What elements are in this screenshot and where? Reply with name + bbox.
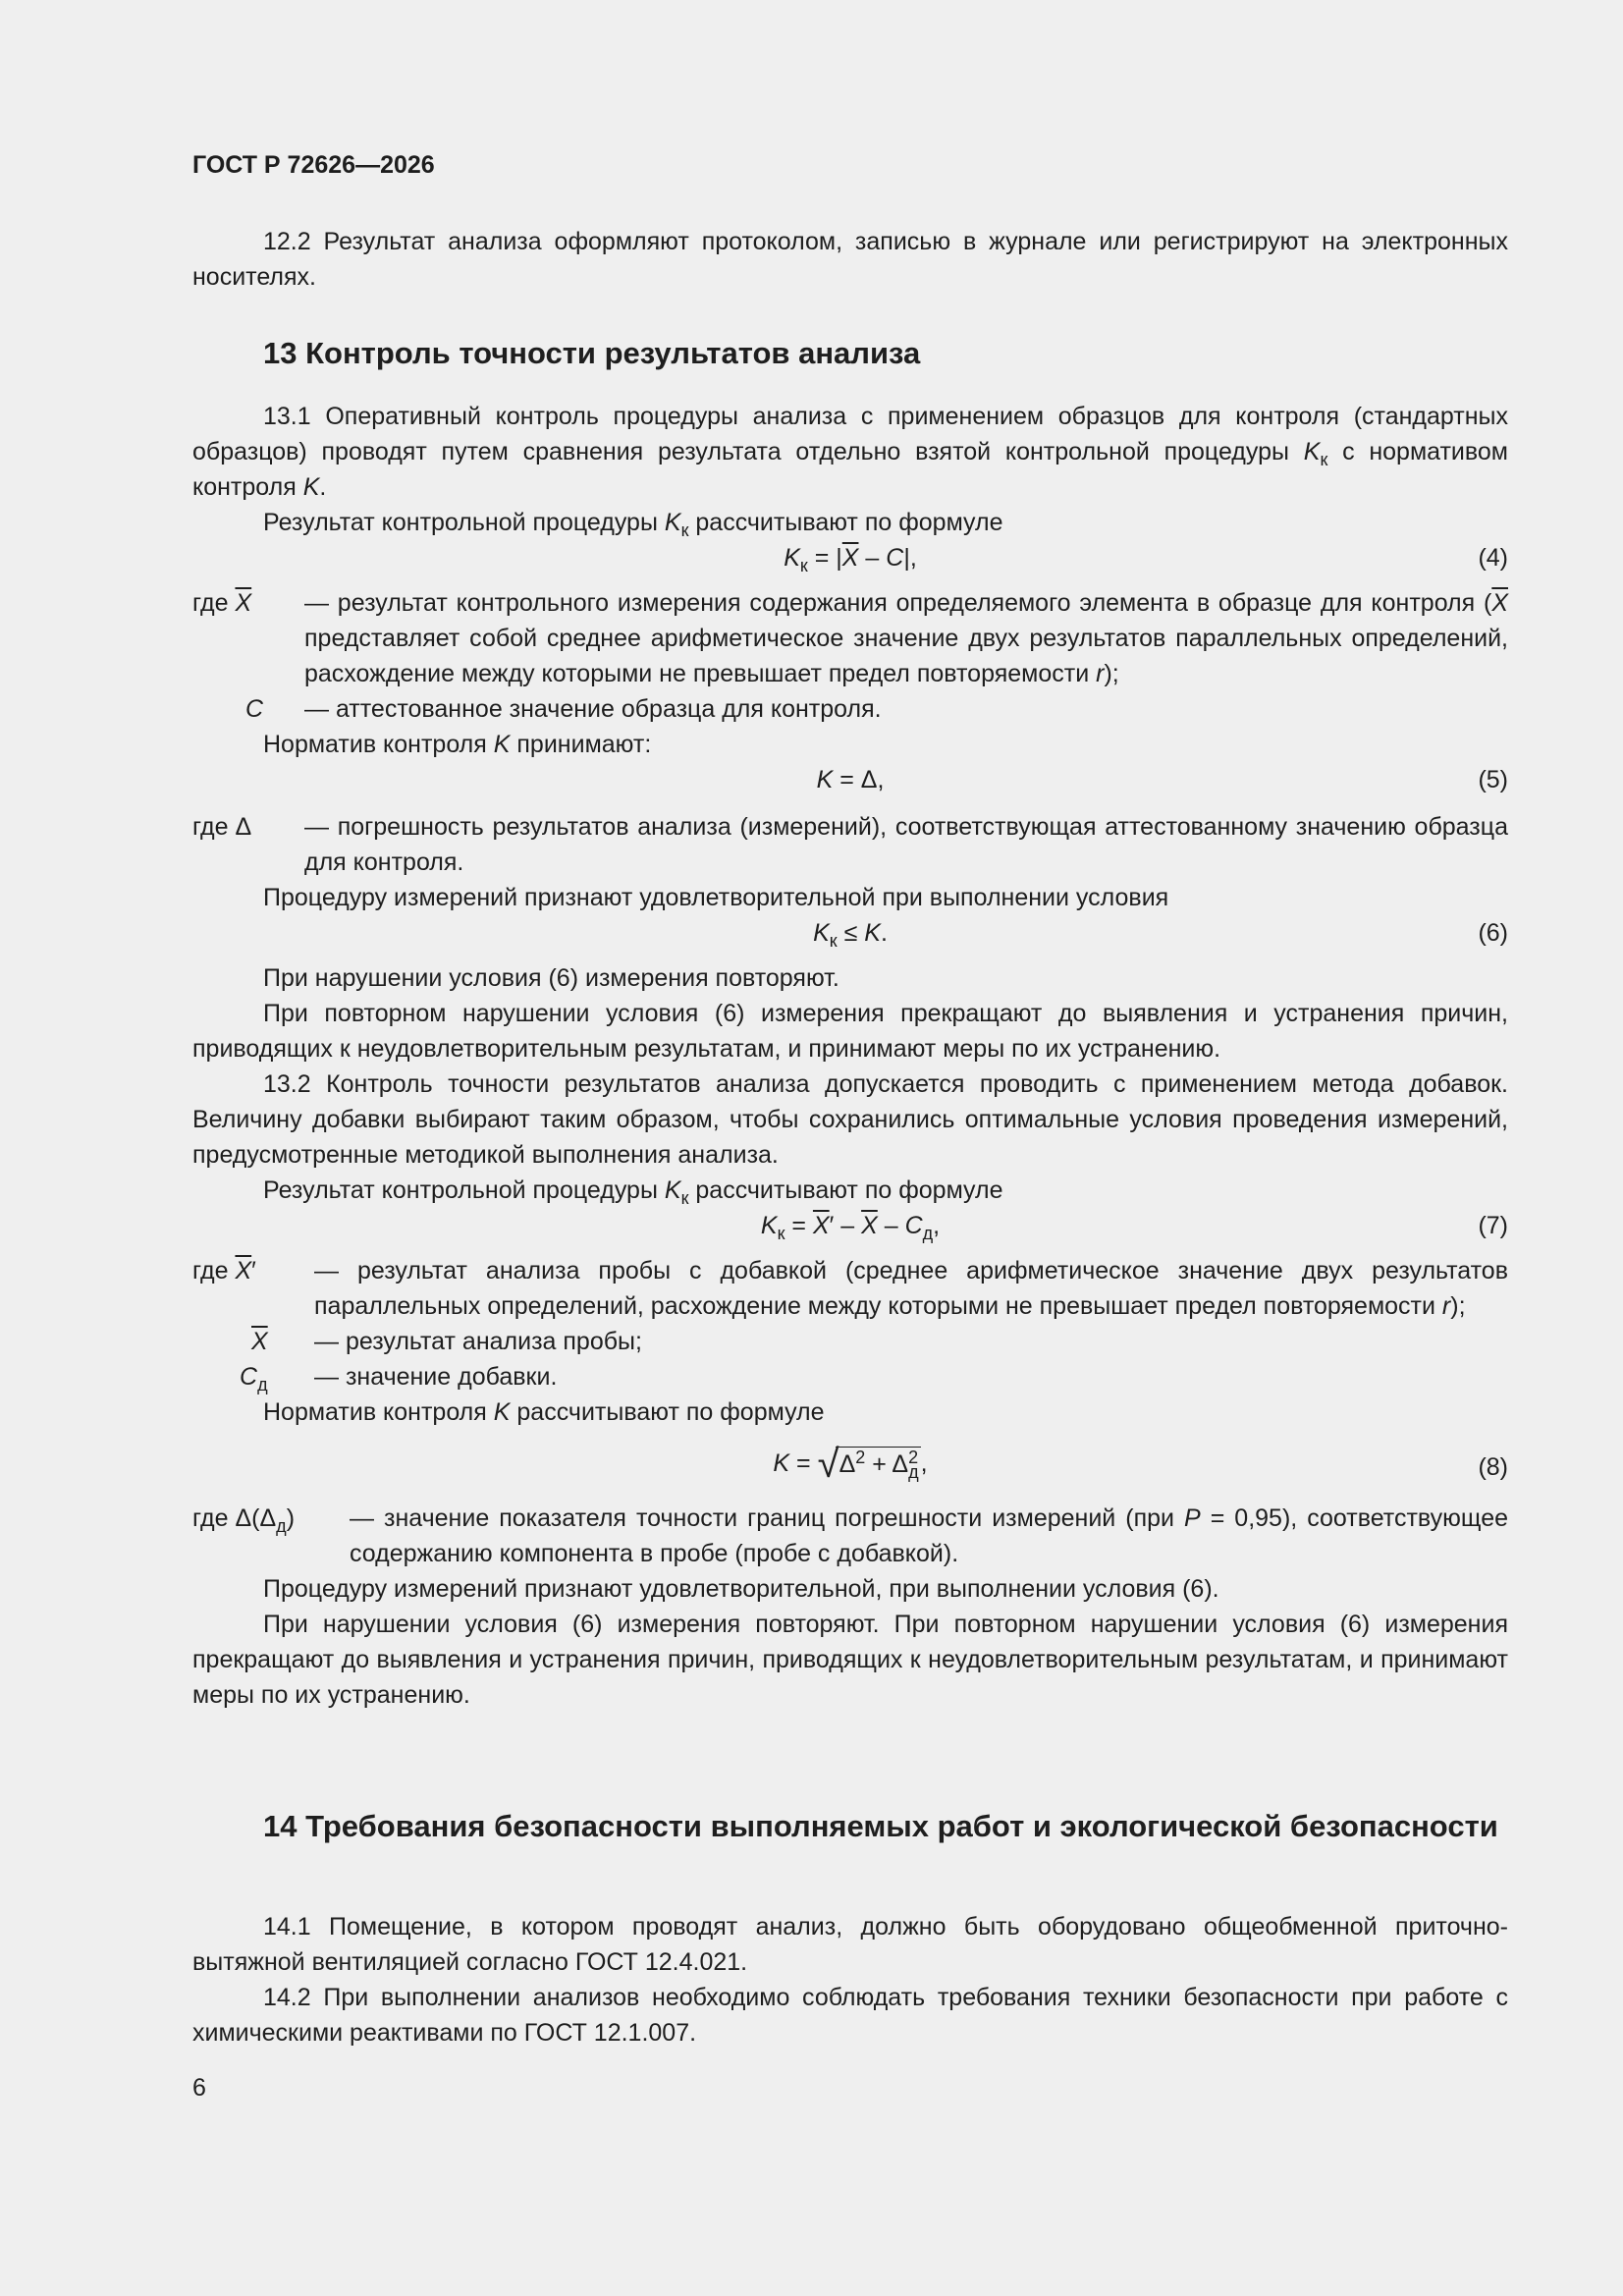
calc-kk-text-2: Результат контрольной процедуры $K_к$ рассчитывают по формуле [263,1176,1003,1208]
document-page [192,0,1508,2296]
paragraph-12-2: 12.2 Результат анализа оформляют протоколом, записью в журнале или регистрируют на электронных носителях. [192,228,1508,291]
section-14-title: 14 Требования безопасности выполняемых работ и экологической безопасности [263,1809,1498,1843]
sqrt-sign: √ $\Delta^2 + \Delta^2_д$ [817,1443,919,1487]
definition-delta: где Δ — погрешность результатов анализа (измерений), соответствующая аттестованному значению образца для контроля. [192,813,1508,876]
page-number: 6 [192,2074,206,2102]
definition-cd: $C_д$ — значение добавки. [240,1363,558,1394]
section-14-body [192,1909,1508,2050]
formula-number: (6) [1478,919,1508,947]
formula-4: $K_к = |\overline{X} - C|$, (4) [192,540,1508,575]
document-header: ГОСТ Р 72626—2026 [192,151,435,179]
formula-number: (7) [1478,1212,1508,1239]
definition-x-prime: где $\overline{X}'$ — результат анализа пробы с добавкой (среднее арифметическое значение двух результатов параллельных определений, расхождение между которыми не превышает предел повторяемости r); [192,1257,1508,1320]
violation-text-1: При нарушении условия (6) измерения повторяют. [263,964,839,992]
calc-kk-text: Результат контрольной процедуры $K_к$ рассчитывают по формуле [263,509,1003,540]
section-13-body [192,399,1508,1713]
formula-8: K = √ $\Delta^2 + \Delta^2_д$, (8) [773,1443,1508,1487]
formula-6: $K_к \le K$. (6) [192,915,1508,951]
paragraph-13-2: 13.2 Контроль точности результатов анализа допускается проводить с применением метода добавок. Величину добавки выбирают таким образом, чтобы сохранились оптимальные условия проведения измерений, предусмотренные методикой выполнения анализа. [192,1070,1508,1169]
procedure-ok-text: Процедуру измерений признают удовлетворительной при выполнении условия [263,884,1169,911]
definition-delta-d: где $\Delta(\Delta_д)$ — значение показателя точности границ погрешности измерений (при P = 0,95), соответствующее содержанию компонента в пробе (пробе с добавкой). [192,1504,1508,1567]
formula-5: K = Δ, (5) [192,762,1508,797]
norm-k-text-2: Норматив контроля K рассчитывают по формуле [263,1398,825,1426]
procedure-ok-text-2: Процедуру измерений признают удовлетворительной, при выполнении условия (6). [263,1575,1219,1603]
formula-number: (5) [1478,766,1508,793]
formula-number: (4) [1478,544,1508,572]
formula-number: (8) [1478,1453,1508,1481]
violation-text-2: При повторном нарушении условия (6) измерения прекращают до выявления и устранения причин, приводящих к неудовлетворительным результатам, и принимают меры по их устранению. [192,1000,1508,1063]
violation-text-3: При нарушении условия (6) измерения повторяют. При повторном нарушении условия (6) измерения прекращают до выявления и устранения причин, приводящих к неудовлетворительным результатам, и принимают меры по их устранению. [192,1611,1508,1709]
definition-c: C — аттестованное значение образца для контроля. [245,695,882,723]
formula-7: $K_к = \overline{X}' - \overline{X} - C_д$, (7) [192,1208,1508,1243]
section-13-title: 13 Контроль точности результатов анализа [263,336,921,370]
paragraph-13-1: 13.1 Оперативный контроль процедуры анализа с применением образцов для контроля (стандартных образцов) проводят путем сравнения результата отдельно взятой контрольной процедуры $K_к$ с нормативом контроля K. [192,403,1508,501]
paragraph-14-1: 14.1 Помещение, в котором проводят анализ, должно быть оборудовано общеобменной приточно-вытяжной вентиляцией согласно ГОСТ 12.4.021. [192,1913,1508,1976]
paragraph-14-2: 14.2 При выполнении анализов необходимо соблюдать требования техники безопасности при работе с химическими реактивами по ГОСТ 12.1.007. [192,1984,1508,2047]
norm-k-text: Норматив контроля K принимают: [263,731,652,758]
definition-x: где $\overline{X}$ — результат контрольного измерения содержания определяемого элемента в образце для контроля ($\overline{X}$ представляет собой среднее арифметическое значение двух результатов параллельных определений, расхождение между которыми не превышает предел повторяемости r); [192,589,1508,687]
definition-x-bar: $\overline{X}$ — результат анализа пробы; [251,1328,642,1355]
